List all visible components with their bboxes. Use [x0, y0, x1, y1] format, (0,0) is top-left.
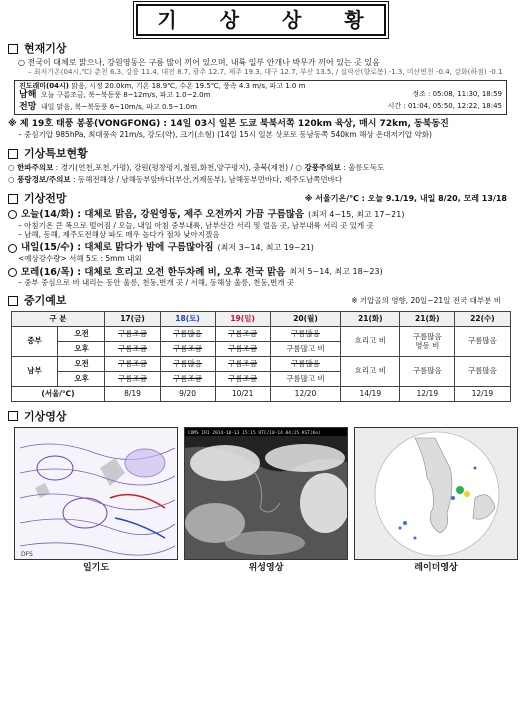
warnings-heading: 기상특보현황 [8, 147, 513, 161]
square-bullet-icon [8, 44, 18, 54]
outlook-header [8, 192, 513, 206]
satellite-image [184, 427, 348, 560]
weekly-forecast-table [11, 311, 511, 402]
obs-row-2: 남해 오늘 구름조금, 북~북동풍 8~12m/s, 파고 1.0~2.0m 정조 : 05:08, 11:30, 18:59 [19, 90, 502, 101]
weather-chart-label: 일기도 [82, 563, 110, 574]
today-detail-2: – 남해, 동해, 제주도전해상 파도 매우 높다가 점차 낮아지겠음 [18, 229, 220, 239]
weekly-header [8, 294, 513, 308]
satellite-column [184, 427, 348, 574]
obs-row-3: 전망 내일 맑음, 북~북동풍 6~10m/s, 파고 0.5~1.0m 시간 : 01:04, 05:50, 12:22, 18:45 [19, 101, 502, 112]
today-forecast: 오늘(14/화) : 대체로 맑음, 강원영동, 제주 오전까지 가끔 구름많음 (최저 4~15, 최고 17~21) [8, 209, 513, 221]
radar-column [354, 427, 518, 574]
table-row: 구 분 17(금) 18(토) 19(일) 20(월) 21(화) 21(화) 22(수) [11, 311, 510, 326]
satellite-label: 위성영상 [248, 563, 284, 574]
radar-label: 레이더영상 [414, 563, 458, 574]
satellite-caption: COMS IR1 2014-10-13 15:15 UTC/10-14 04:15 KST(Ko) [188, 431, 321, 437]
warning-line-2: ○ 풍랑경보/주의보 : 동해전해상 / 남해동부앞바다(부산,거제동부), 남해동부먼바다, 제주도남쪽먼바다 [8, 174, 343, 184]
obs-row-1: 진도래미(04시) 맑음, 시정 20.0km, 기온 18.9℃, 수온 19.5℃, 풍속 4.3 m/s, 파고 1.0 m [19, 81, 306, 90]
weekly-note: ※ 기압골의 영향, 20일~21일 전국 대부분 비 [351, 295, 501, 305]
tomorrow-detail-1: <예상강수량> 서해 5도 : 5mm 내외 [18, 254, 142, 264]
images-heading: 기상영상 [8, 410, 513, 424]
chart-mark: DFS [21, 551, 33, 559]
circle-bullet-icon [8, 268, 17, 277]
dayafter-forecast: 모레(16/목) : 대체로 흐리고 오전 한두차례 비, 오후 전국 맑음 최저 5~14, 최고 18~23) [8, 267, 513, 279]
table-row: 남부 오전 구름조금 구름많음 구름조금 구름많음 흐리고 비 구름많음 구름많음 [11, 356, 510, 371]
marine-observation-box [14, 80, 507, 115]
today-detail-1: – 아침기온 큰 폭으로 떨어짐 / 오늘, 내일 아침 중부내륙, 남부산간 서리 및 얼음 곳, 남부내륙 서리 곳 있게 곳 [18, 220, 374, 230]
typhoon-info: ※ 제 19호 태풍 봉퐁(VONGFONG) : 14일 03시 일본 도쿄 북북서쪽 120km 육상, 매시 72km, 동북동진 [8, 118, 449, 129]
weather-chart-graphic [15, 428, 178, 560]
square-bullet-icon [8, 411, 18, 421]
square-bullet-icon [8, 296, 18, 306]
circle-bullet-icon [8, 244, 17, 253]
weather-images-row [8, 427, 513, 574]
table-row: 중부 오전 구름조금 구름많음 구름조금 구름많음 흐리고 비 구름많음 영동 비 구름많음 [11, 326, 510, 341]
typhoon-detail: – 중심기압 985hPa, 최대풍속 21m/s, 강도(약), 크기(소형) (14일 15시 일본 삿포로 동남동쪽 540km 해상 온대저기압 약화) [18, 130, 432, 139]
warning-line-1: ○ 한파주의보 : 경기(연천,포천,가평), 강원(평창평지,철원,화천,양구평지), 충북(제천) / ○ 강풍주의보 : 울릉도독도 [8, 163, 385, 173]
square-bullet-icon [8, 149, 18, 159]
weekly-heading: 중기예보 [8, 294, 67, 308]
table-row: 오후 구름조금 구름조금 구름조금 구름많고 비 [11, 341, 510, 356]
table-row: 오후 구름조금 구름조금 구름조금 구름많고 비 [11, 371, 510, 386]
radar-graphic [355, 428, 518, 560]
outlook-heading: 기상전망 [8, 192, 67, 206]
weather-report-page [0, 4, 521, 726]
satellite-graphic [185, 428, 348, 560]
dayafter-detail-1: – 중부 중심으로 비 내리는 동안 울릉, 천둥,번개 곳 / 서해, 동해상 울릉, 천둥,번개 곳 [18, 278, 295, 288]
current-summary: ○ 전국이 대체로 맑으나, 강원영동은 구름 많이 끼어 있으며, 내륙 일부 안개나 박무가 끼어 있는 곳 있음 [18, 57, 380, 67]
table-row: (서울/℃) 8/19 9/20 10/21 12/20 14/19 12/19 12/19 [11, 386, 510, 401]
weather-chart-column [14, 427, 178, 574]
seoul-temp: ※ 서울기온/℃ : 오늘 9.1/19, 내일 8/20, 모레 13/18 [304, 193, 507, 203]
lowest-temp-line: – 최저기온(04시,℃) 춘천 6.3, 강릉 11.4, 대전 8.7, 광주 12.7, 제주 19.3, 대구 12.7, 부산 13.5, / 설악산(향로봉) -1.3, 미산면천 -0.4, 강화(하점) -0.1 [28, 67, 503, 76]
page-title: 기 상 상 황 [136, 4, 386, 36]
radar-image [354, 427, 518, 560]
current-weather-heading-text: 현재기상 [24, 42, 67, 55]
tomorrow-forecast: 내일(15/수) : 대체로 맑다가 밤에 구름많아짐 (최저 3~14, 최고 19~21) [8, 242, 513, 254]
circle-bullet-icon [8, 210, 17, 219]
square-bullet-icon [8, 194, 18, 204]
current-weather-heading [8, 42, 513, 56]
weather-chart-image [14, 427, 178, 560]
